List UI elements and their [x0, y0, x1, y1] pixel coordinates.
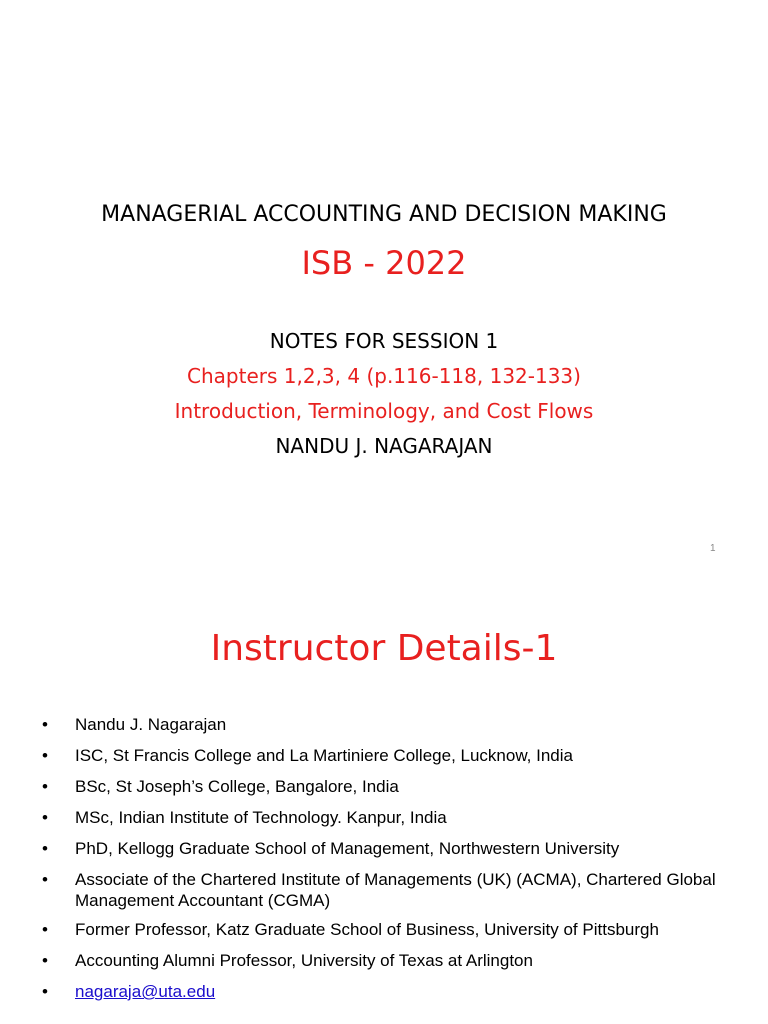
session-label: NOTES FOR SESSION 1	[269, 329, 499, 353]
list-item	[42, 869, 742, 911]
bullet-icon: •	[42, 870, 48, 889]
list-item-text: ISC, St Francis College and La Martiniere College, Lucknow, India	[75, 746, 573, 765]
bullet-icon: •	[42, 839, 48, 858]
slide-heading: Instructor Details-1	[210, 628, 558, 669]
instructor-slide	[0, 576, 768, 1024]
course-year: ISB - 2022	[301, 244, 467, 282]
list-item-text: BSc, St Joseph’s College, Bangalore, India	[75, 777, 399, 796]
list-item	[42, 919, 742, 940]
list-item-text: PhD, Kellogg Graduate School of Management, Northwestern University	[75, 839, 620, 858]
bullet-icon: •	[42, 982, 48, 1001]
chapters-line: Chapters 1,2,3, 4 (p.116-118, 132-133)	[187, 364, 581, 388]
email-link[interactable]: nagaraja@uta.edu	[75, 982, 216, 1001]
list-item	[42, 981, 742, 1002]
list-item-text: Associate of the Chartered Institute of Managements (UK) (ACMA), Chartered Global Management Accountant (CGMA)	[75, 870, 716, 910]
list-item-text: Nandu J. Nagarajan	[75, 715, 227, 734]
list-item	[42, 838, 742, 859]
bullet-icon: •	[42, 951, 48, 970]
page-number: 1	[710, 543, 716, 554]
list-item	[42, 950, 742, 971]
bullet-icon: •	[42, 777, 48, 796]
list-item	[42, 807, 742, 828]
topics-line: Introduction, Terminology, and Cost Flows	[174, 399, 594, 423]
list-item-text: MSc, Indian Institute of Technology. Kanpur, India	[75, 808, 447, 827]
bullet-icon: •	[42, 746, 48, 765]
list-item	[42, 776, 742, 797]
course-title: MANAGERIAL ACCOUNTING AND DECISION MAKING	[101, 202, 667, 227]
list-item-text: Former Professor, Katz Graduate School of Business, University of Pittsburgh	[75, 920, 659, 939]
bullet-icon: •	[42, 920, 48, 939]
list-item	[42, 745, 742, 766]
bullet-icon: •	[42, 715, 48, 734]
bullet-icon: •	[42, 808, 48, 827]
list-item	[42, 714, 742, 735]
author-name: NANDU J. NAGARAJAN	[275, 434, 493, 458]
instructor-details-list	[42, 714, 742, 1012]
list-item-text: Accounting Alumni Professor, University of Texas at Arlington	[75, 951, 533, 970]
